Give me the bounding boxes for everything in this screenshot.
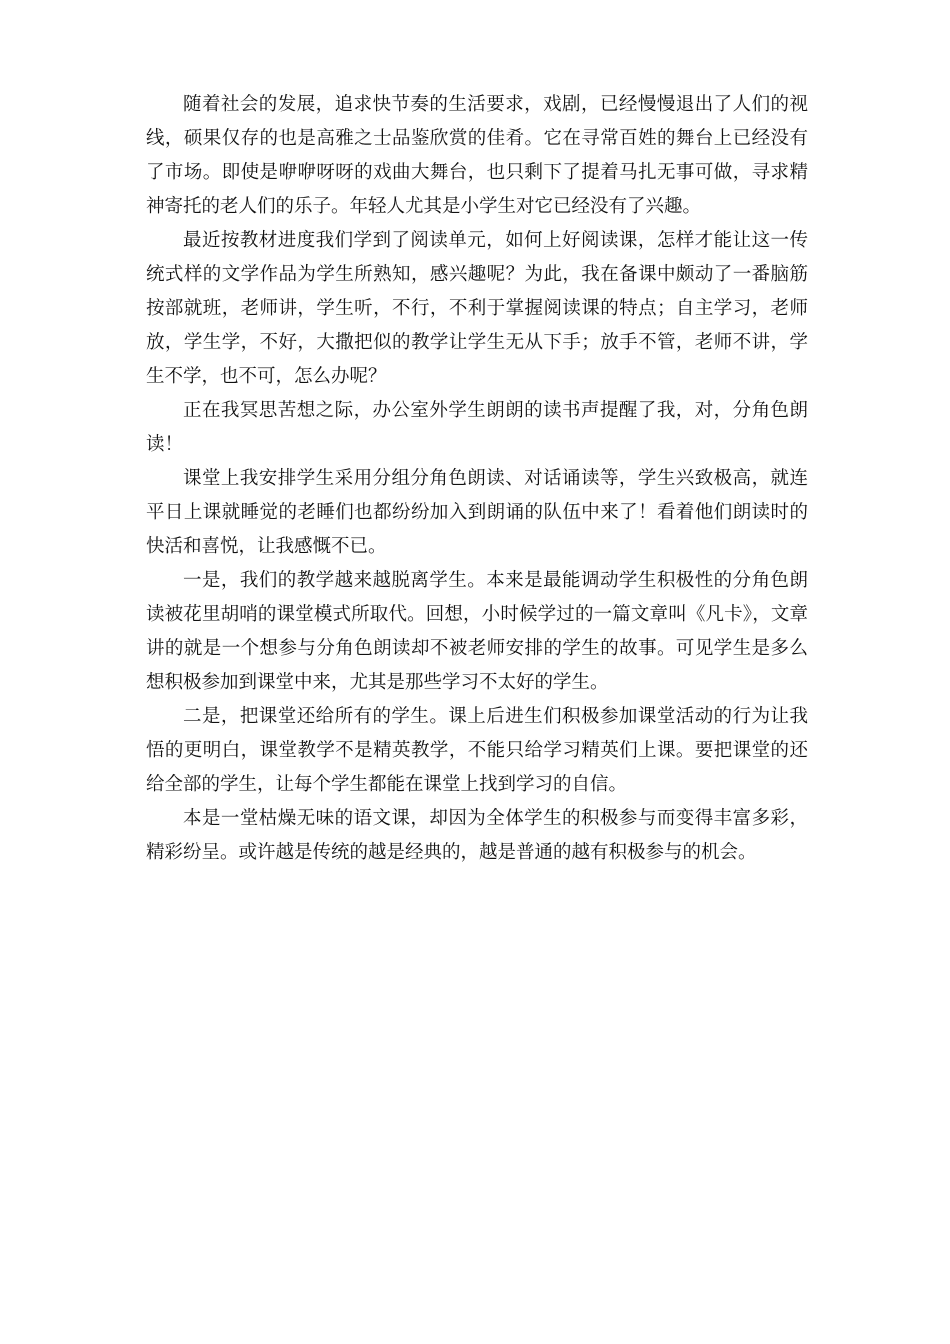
paragraph-4: 课堂上我安排学生采用分组分角色朗读、对话诵读等，学生兴致极高，就连平日上课就睡觉的老睡们也都纷纷加入到朗诵的队伍中来了！看着他们朗读时的快活和喜悦，让我感慨不已。 xyxy=(146,468,808,557)
paragraph-2: 最近按教材进度我们学到了阅读单元，如何上好阅读课，怎样才能让这一传统式样的文学作品为学生所熟知，感兴趣呢？为此，我在备课中颇动了一番脑筋按部就班，老师讲，学生听，不行，不利于掌握阅读课的特点；自主学习，老师放，学生学，不好，大撒把似的教学让学生无从下手；放手不管，老师不讲，学生不学，也不可，怎么办呢？ xyxy=(146,230,808,387)
document-body xyxy=(146,88,808,870)
paragraph-5: 一是，我们的教学越来越脱离学生。本来是最能调动学生积极性的分角色朗读被花里胡哨的课堂模式所取代。回想，小时候学过的一篇文章叫《凡卡》，文章讲的就是一个想参与分角色朗读却不被老师安排的学生的故事。可见学生是多么想积极参加到课堂中来，尤其是那些学习不太好的学生。 xyxy=(146,570,808,693)
paragraph-1: 随着社会的发展，追求快节奏的生活要求，戏剧，已经慢慢退出了人们的视线，硕果仅存的也是高雅之士品鉴欣赏的佳肴。它在寻常百姓的舞台上已经没有了市场。即使是咿咿呀呀的戏曲大舞台，也只剩下了提着马扎无事可做，寻求精神寄托的老人们的乐子。年轻人尤其是小学生对它已经没有了兴趣。 xyxy=(146,94,808,217)
paragraph-3: 正在我冥思苦想之际，办公室外学生朗朗的读书声提醒了我，对，分角色朗读！ xyxy=(146,400,808,455)
paragraph-6: 二是，把课堂还给所有的学生。课上后进生们积极参加课堂活动的行为让我悟的更明白，课堂教学不是精英教学，不能只给学习精英们上课。要把课堂的还给全部的学生，让每个学生都能在课堂上找到学习的自信。 xyxy=(146,706,808,795)
paragraph-7: 本是一堂枯燥无味的语文课，却因为全体学生的积极参与而变得丰富多彩，精彩纷呈。或许越是传统的越是经典的，越是普通的越有积极参与的机会。 xyxy=(146,808,808,863)
